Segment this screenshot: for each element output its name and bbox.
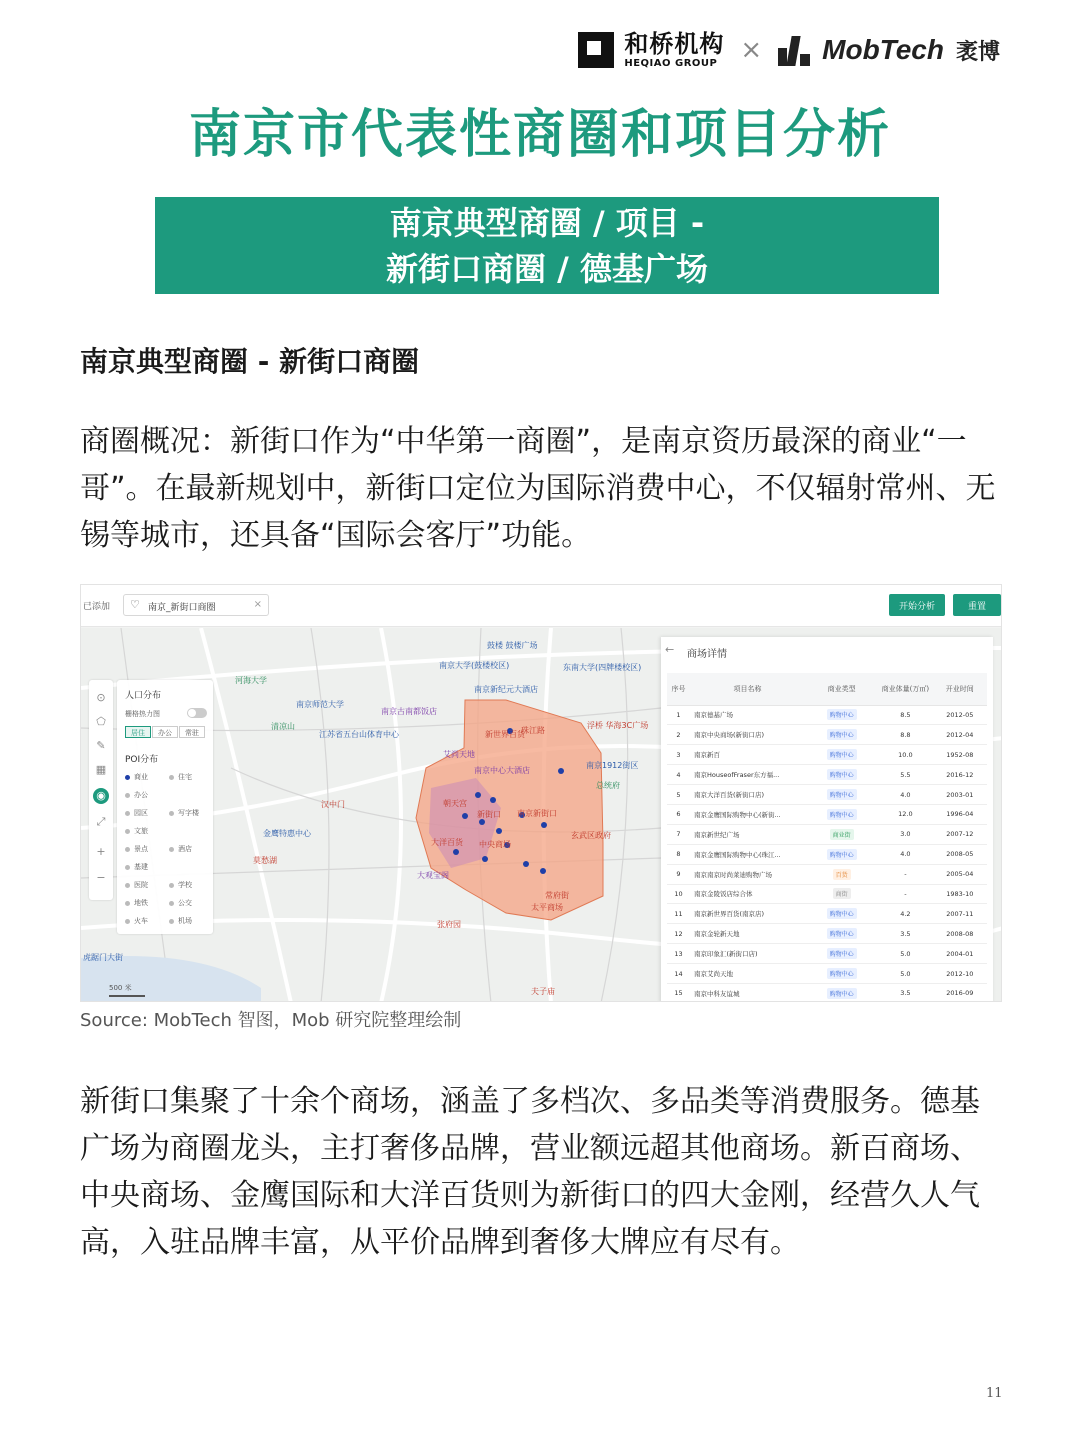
section-heading: 南京典型商圈 - 新街口商圈 [80, 345, 420, 378]
name-cell: 南京印象汇(新街口店) [690, 944, 805, 964]
map-tool-strip [89, 680, 113, 900]
date-cell: 2016-09 [933, 983, 987, 1002]
table-row[interactable] [667, 725, 987, 745]
name-cell: 南京金轮新天地 [690, 924, 805, 944]
map-place: 朝天宫 [443, 799, 467, 808]
name-cell: 南京金陵饭店综合体 [690, 884, 805, 904]
type-badge: 购物中心 [827, 928, 857, 939]
index-cell: 5 [667, 785, 690, 805]
table-row[interactable] [667, 745, 987, 765]
table-row[interactable] [667, 824, 987, 844]
poi-item[interactable]: 写字楼 [169, 808, 199, 818]
heart-icon: ♡ [130, 598, 140, 611]
index-cell: 8 [667, 844, 690, 864]
type-cell [805, 904, 878, 924]
mall-table [667, 673, 987, 1002]
name-cell: 南京HouseofFraser东方福... [690, 765, 805, 785]
mobtech-logo-icon [778, 34, 812, 66]
name-cell: 南京艾尚天地 [690, 964, 805, 984]
poi-item[interactable]: 地铁 [125, 898, 148, 908]
date-cell: 1996-04 [933, 804, 987, 824]
segment-office[interactable]: 办公 [152, 726, 178, 738]
map-place: 南京1912街区 [586, 761, 639, 770]
date-cell: 2005-04 [933, 864, 987, 884]
map-place: 江苏省五台山体育中心 [319, 730, 399, 739]
index-cell: 12 [667, 924, 690, 944]
poi-heading: POI分布 [125, 755, 159, 765]
map-place: 夫子庙 [531, 987, 555, 996]
polygon-icon[interactable]: ⬠ [96, 715, 106, 728]
type-badge: 购物中心 [827, 769, 857, 780]
start-analysis-button[interactable]: 开始分析 [889, 594, 945, 616]
area-cell: 3.0 [878, 824, 932, 844]
date-cell: 2008-05 [933, 844, 987, 864]
name-cell: 南京南京时尚莱迪购物广场 [690, 864, 805, 884]
date-cell: 2012-04 [933, 725, 987, 745]
cross-separator: × [740, 35, 763, 65]
map-place: 新街口 [477, 810, 501, 819]
mobtech-name: MobTech [822, 34, 944, 65]
locate-icon[interactable]: ⊙ [96, 691, 106, 704]
heqiao-name-cn: 和桥机构 [624, 29, 725, 58]
poi-item[interactable]: 景点 [125, 844, 148, 854]
date-cell: 2004-01 [933, 944, 987, 964]
table-row[interactable] [667, 983, 987, 1002]
area-cell: - [878, 864, 932, 884]
type-cell [805, 983, 878, 1002]
name-cell: 南京金鹰国际购物中心(新街... [690, 804, 805, 824]
table-row[interactable] [667, 904, 987, 924]
index-cell: 13 [667, 944, 690, 964]
map-place: 汉中门 [321, 800, 345, 809]
area-cell: 10.0 [878, 745, 932, 765]
map-place: 新世界百货 [485, 730, 525, 739]
map-place: 中央商场 [479, 840, 511, 849]
area-cell: 5.0 [878, 944, 932, 964]
type-cell [805, 944, 878, 964]
poi-item[interactable]: 园区 [125, 808, 148, 818]
column-header: 开业时间 [933, 673, 987, 705]
index-cell: 6 [667, 804, 690, 824]
poi-item[interactable]: 酒店 [169, 844, 192, 854]
reset-button[interactable]: 重置 [953, 594, 1001, 616]
layer-legend [117, 680, 213, 934]
type-cell [805, 725, 878, 745]
added-label: 已添加 [83, 602, 111, 612]
index-cell: 1 [667, 705, 690, 725]
overview-paragraph: 商圈概况：新街口作为“中华第一商圈”，是南京资历最深的商业“一哥”。在最新规划中，新街口定位为国际消费中心，不仅辐射常州、无锡等城市，还具备“国际会客厅”功能。 [80, 424, 996, 553]
type-badge: 购物中心 [827, 709, 857, 720]
pencil-icon[interactable]: ✎ [96, 739, 106, 752]
poi-item[interactable]: 商业 [125, 772, 148, 782]
index-cell: 4 [667, 765, 690, 785]
type-badge: 购物中心 [827, 789, 857, 800]
type-cell [805, 924, 878, 944]
population-heading: 人口分布 [125, 691, 162, 701]
area-cell: 5.0 [878, 964, 932, 984]
type-cell [805, 705, 878, 725]
type-badge: 购物中心 [827, 948, 857, 959]
table-row[interactable] [667, 765, 987, 785]
map-place: 常府街 [545, 891, 569, 900]
index-cell: 9 [667, 864, 690, 884]
map-place: 珠江路 [521, 726, 545, 735]
section-banner [155, 197, 939, 294]
index-cell: 14 [667, 964, 690, 984]
page-number: 11 [986, 1386, 1003, 1401]
map-place: 张府园 [437, 920, 461, 929]
heatmap-label: 栅格热力图 [125, 710, 160, 718]
map-place: 南京新纪元大酒店 [474, 685, 538, 694]
date-cell: 2012-10 [933, 964, 987, 984]
index-cell: 10 [667, 884, 690, 904]
date-cell: 1983-10 [933, 884, 987, 904]
table-row[interactable] [667, 864, 987, 884]
map-place: 清凉山 [271, 722, 295, 731]
heqiao-name-en: HEQIAO GROUP [624, 57, 718, 69]
header-logos [578, 28, 1000, 72]
map-place: 南京师范大学 [296, 700, 344, 709]
index-cell: 7 [667, 824, 690, 844]
map-place: 南京中心大酒店 [474, 766, 530, 775]
index-cell: 15 [667, 983, 690, 1002]
area-cell: 5.5 [878, 765, 932, 785]
area-cell: 8.5 [878, 705, 932, 725]
map-screenshot [80, 584, 1002, 1002]
banner-line-1: 南京典型商圈 / 项目 - [389, 204, 705, 242]
area-tag-label: 南京_新街口商圈 [148, 603, 216, 613]
type-badge: 商街 [833, 888, 851, 899]
map-place: 东南大学(四牌楼校区) [563, 663, 642, 672]
name-cell: 南京新世界百货(南京店) [690, 904, 805, 924]
date-cell: 1952-08 [933, 745, 987, 765]
type-cell [805, 765, 878, 785]
map-place: 大洋百货 [431, 838, 463, 847]
table-row[interactable] [667, 844, 987, 864]
column-header: 项目名称 [690, 673, 805, 705]
source-note: Source: MobTech 智图，Mob 研究院整理绘制 [80, 1010, 462, 1031]
table-row[interactable] [667, 944, 987, 964]
type-badge: 购物中心 [827, 729, 857, 740]
type-cell [805, 745, 878, 765]
fullscreen-icon[interactable]: ⤢ [96, 815, 106, 828]
map-place: 南京新街口 [517, 809, 557, 818]
column-header: 序号 [667, 673, 690, 705]
map-place: 南京古南都饭店 [381, 707, 437, 716]
poi-item[interactable]: 医院 [125, 880, 148, 890]
name-cell: 南京金鹰国际购物中心(珠江... [690, 844, 805, 864]
area-cell: 8.8 [878, 725, 932, 745]
date-cell: 2012-05 [933, 705, 987, 725]
poi-item[interactable]: 住宅 [169, 772, 192, 782]
type-cell [805, 824, 878, 844]
name-cell: 南京中科友谊城 [690, 983, 805, 1002]
area-cell: - [878, 884, 932, 904]
type-badge: 购物中心 [827, 908, 857, 919]
type-badge: 购物中心 [827, 809, 857, 820]
table-row[interactable] [667, 964, 987, 984]
segment-resident[interactable]: 常驻 [179, 726, 205, 738]
mall-details-panel [661, 637, 993, 1002]
table-row[interactable] [667, 924, 987, 944]
map-place: 河海大学 [235, 676, 267, 685]
poi-item[interactable]: 学校 [169, 880, 192, 890]
type-badge: 购物中心 [827, 988, 857, 999]
mobtech-name-cn: 袤博 [955, 39, 1000, 65]
type-badge: 购物中心 [827, 749, 857, 760]
type-badge: 商业街 [830, 829, 854, 840]
heatmap-toggle[interactable] [187, 708, 207, 718]
name-cell: 南京大洋百货(新街口店) [690, 785, 805, 805]
map-place: 南京大学(鼓楼校区) [439, 661, 510, 670]
map-place: 莫愁湖 [253, 856, 277, 865]
grid-icon[interactable]: ▦ [95, 763, 107, 776]
date-cell: 2016-12 [933, 765, 987, 785]
name-cell: 南京德基广场 [690, 705, 805, 725]
area-cell: 4.2 [878, 904, 932, 924]
column-header: 商业体量(万㎡) [878, 673, 932, 705]
date-cell: 2007-12 [933, 824, 987, 844]
scale-label: 500 米 [109, 984, 132, 992]
date-cell: 2003-01 [933, 785, 987, 805]
area-tag[interactable] [123, 594, 269, 616]
page-title: 南京市代表性商圈和项目分析 [188, 105, 891, 165]
map-place: 太平商场 [531, 903, 563, 912]
index-cell: 11 [667, 904, 690, 924]
layer-icon[interactable]: ◉ [93, 788, 109, 804]
close-icon[interactable]: × [253, 599, 262, 610]
type-badge: 百货 [833, 869, 851, 880]
zoom-in-icon[interactable]: + [96, 845, 106, 858]
zoom-out-icon[interactable]: − [96, 871, 106, 884]
type-cell [805, 864, 878, 884]
poi-item[interactable]: 机场 [169, 916, 192, 926]
index-cell: 3 [667, 745, 690, 765]
date-cell: 2007-11 [933, 904, 987, 924]
type-cell [805, 785, 878, 805]
heqiao-logo-text [624, 29, 725, 69]
map-place: 浮桥 华海3C广场 [587, 721, 649, 730]
table-row[interactable] [667, 804, 987, 824]
map-place: 大观宝阁 [417, 871, 449, 880]
heqiao-logo-icon [578, 32, 614, 68]
map-place: 总统府 [596, 781, 620, 790]
table-row[interactable] [667, 785, 987, 805]
poi-item[interactable]: 文旅 [125, 826, 148, 836]
scale-bar [109, 995, 145, 997]
type-badge: 购物中心 [827, 968, 857, 979]
name-cell: 南京中央商场(新街口店) [690, 725, 805, 745]
poi-item[interactable]: 公交 [169, 898, 192, 908]
type-badge: 购物中心 [827, 849, 857, 860]
map-place: 艾尚天地 [443, 750, 475, 759]
type-cell [805, 804, 878, 824]
segment-residence[interactable]: 居住 [125, 726, 151, 738]
map-toolbar [81, 585, 1001, 627]
banner-line-2: 新街口商圈 / 德基广场 [386, 250, 708, 288]
type-cell [805, 964, 878, 984]
poi-item[interactable]: 火车 [125, 916, 148, 926]
area-cell: 3.5 [878, 924, 932, 944]
area-cell: 3.5 [878, 983, 932, 1002]
area-cell: 4.0 [878, 785, 932, 805]
map-place: 鼓楼 鼓楼广场 [487, 641, 538, 650]
type-cell [805, 844, 878, 864]
area-cell: 4.0 [878, 844, 932, 864]
name-cell: 南京新世纪广场 [690, 824, 805, 844]
table-row[interactable] [667, 705, 987, 725]
poi-item[interactable]: 基建 [125, 862, 148, 872]
date-cell: 2008-08 [933, 924, 987, 944]
analysis-paragraph: 新街口集聚了十余个商场，涵盖了多档次、多品类等消费服务。德基广场为商圈龙头，主打奢侈品牌，营业额远超其他商场。新百商场、中央商场、金鹰国际和大洋百货则为新街口的四大金刚，经营久人气高，入驻品牌丰富，从平价品牌到奢侈大牌应有尽有。 [80, 1084, 980, 1260]
map-place: 虎踞门大街 [83, 953, 123, 962]
back-arrow-icon[interactable]: ← [665, 643, 675, 656]
poi-item[interactable]: 办公 [125, 790, 148, 800]
table-row[interactable] [667, 884, 987, 904]
panel-title: 商场详情 [687, 649, 727, 660]
column-header: 商业类型 [805, 673, 878, 705]
map-place: 玄武区政府 [571, 831, 611, 840]
area-cell: 12.0 [878, 804, 932, 824]
table-header-row [667, 673, 987, 705]
type-cell [805, 884, 878, 904]
map-place: 金鹰特惠中心 [263, 829, 311, 838]
index-cell: 2 [667, 725, 690, 745]
name-cell: 南京新百 [690, 745, 805, 765]
